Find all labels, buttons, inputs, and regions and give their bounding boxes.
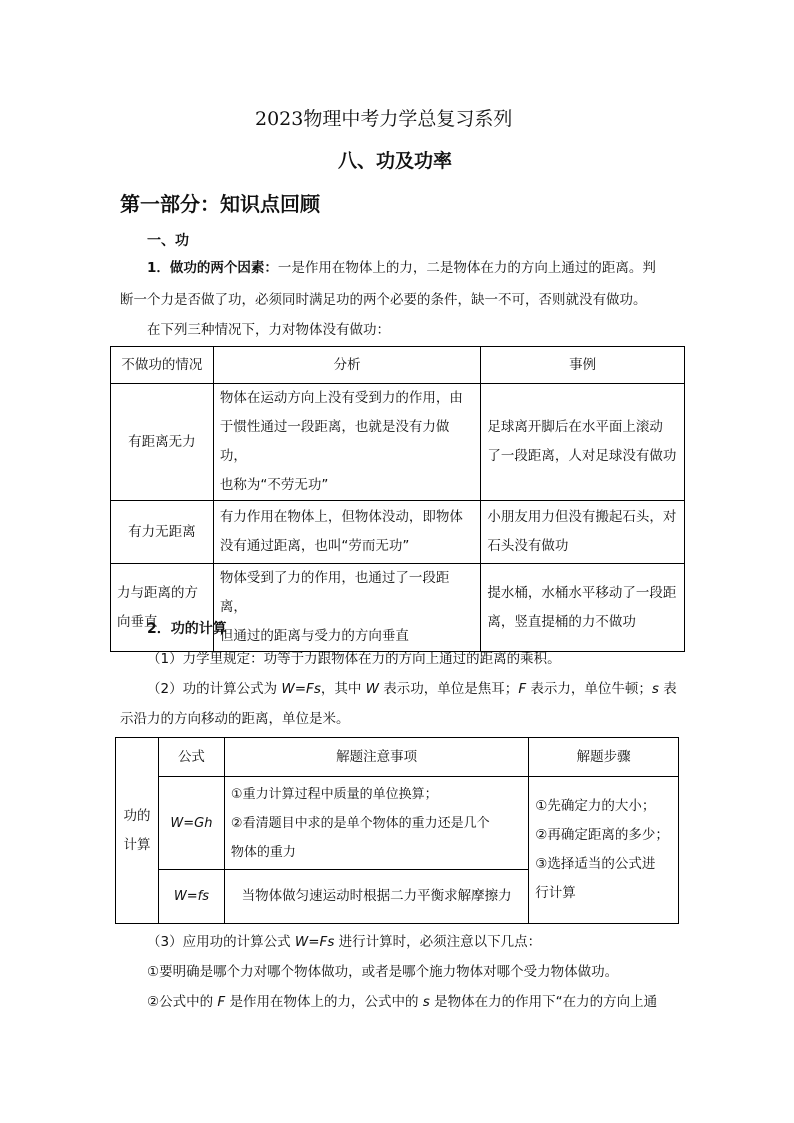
cell-line: 了一段距离，人对足球没有做功 xyxy=(487,448,677,464)
cell-line: 没有通过距离，也叫“劳而无功” xyxy=(219,538,410,554)
table-header-cell: 不做功的情况 xyxy=(111,347,214,384)
cell-line: ①重力计算过程中质量的单位换算； xyxy=(230,786,438,802)
table-header-row xyxy=(116,738,679,777)
symbol-text: W xyxy=(365,681,380,697)
paragraph-definition: （1）力学里规定：功等于力跟物体在力的方向上通过的距离的乘积。 xyxy=(147,651,561,667)
section-heading-work: 一、功 xyxy=(147,233,189,249)
cell-line: 也称为“不劳无功” xyxy=(219,477,329,493)
cell-line: 于惯性通过一段距离，也就是没有力做功， xyxy=(219,419,450,464)
cell-line: ①先确定力的大小； xyxy=(535,798,656,814)
cell-line: 物体在运动方向上没有受到力的作用，由 xyxy=(219,390,463,406)
text-run: ②公式中的 xyxy=(147,994,218,1010)
text-run: ，其中 xyxy=(320,681,366,697)
cell-line: 离，竖直提桶的力不做功 xyxy=(487,613,636,630)
cell-line: 力与距离的方 xyxy=(117,584,198,601)
cell-line: 足球离开脚后在水平面上滚动 xyxy=(487,419,663,435)
text-run: 进行计算时，必须注意以下几点： xyxy=(334,934,542,950)
text-run: 表示功，单位是焦耳； xyxy=(379,681,519,697)
text-run: （2）功的计算公式为 xyxy=(147,681,282,697)
section-heading-calc: 2．功的计算 xyxy=(147,621,227,637)
paragraph-note-2 xyxy=(147,988,657,1017)
table-row xyxy=(111,501,685,564)
formula-cell: W=fs xyxy=(158,870,224,924)
table-cell-case xyxy=(111,564,214,652)
table-cell-example xyxy=(481,384,685,501)
cell-line: 物体受到了力的作用，也通过了一段距离， xyxy=(219,570,450,615)
factors-text: 一是作用在物体上的力，二是物体在力的方向上通过的距离。判 xyxy=(277,260,656,276)
table-row xyxy=(111,564,685,652)
formula-text: W=Fs xyxy=(294,934,335,950)
formula-cell: W=Gh xyxy=(158,777,224,870)
cell-line: 石头没有做功 xyxy=(487,538,569,554)
table-header-cell: 解题注意事项 xyxy=(224,738,528,777)
cell-line: ③选择适当的公式进 xyxy=(535,856,656,872)
table1-intro: 在下列三种情况下，力对物体没有做功： xyxy=(147,322,390,338)
table-header-row xyxy=(111,347,685,384)
notes-cell xyxy=(224,777,528,870)
cell-line: 有力作用在物体上，但物体没动，即物体 xyxy=(219,509,463,525)
cell-line: 但通过的距离与受力的方向垂直 xyxy=(219,628,409,644)
table-rowhead xyxy=(116,738,159,924)
cell-line: 向垂直 xyxy=(117,613,158,630)
table-cell-case: 有力无距离 xyxy=(111,501,214,564)
no-work-table xyxy=(110,346,685,652)
table-row xyxy=(116,777,679,870)
cell-line: 功的 xyxy=(123,807,151,824)
table-header-cell: 公式 xyxy=(158,738,224,777)
cell-line: 小朋友用力但没有搬起石头，对 xyxy=(487,509,677,525)
cell-line: 计算 xyxy=(123,836,151,853)
factors-label: 1．做功的两个因素： xyxy=(147,260,278,276)
paragraph-formula-line1 xyxy=(147,675,677,704)
notes-cell: 当物体做匀速运动时根据二力平衡求解摩擦力 xyxy=(224,870,528,924)
part-heading: 第一部分：知识点回顾 xyxy=(120,192,320,216)
text-run: 表 xyxy=(658,681,677,697)
text-run: 是作用在物体上的力，公式中的 xyxy=(225,994,423,1010)
paragraph-notes-intro xyxy=(147,928,541,957)
text-run: 是物体在力的作用下“在力的方向上通 xyxy=(429,994,658,1010)
symbol-text: F xyxy=(217,994,226,1010)
work-calc-table xyxy=(115,737,679,924)
steps-cell xyxy=(529,777,679,924)
table-row xyxy=(111,384,685,501)
table-cell-analysis xyxy=(213,501,481,564)
formula-text: W=Fs xyxy=(281,681,321,697)
cell-line: 行计算 xyxy=(535,885,576,901)
paragraph-factors-line1 xyxy=(147,254,656,283)
paragraph-factors-line2: 断一个力是否做了功，必须同时满足功的两个必要的条件，缺一不可，否则就没有做功。 xyxy=(120,292,647,308)
document-title: 2023物理中考力学总复习系列 xyxy=(255,108,513,130)
document-subtitle: 八、功及功率 xyxy=(338,150,453,172)
table-cell-example xyxy=(481,501,685,564)
cell-line: 提水桶，水桶水平移动了一段距 xyxy=(487,584,677,601)
table-cell-case: 有距离无力 xyxy=(111,384,214,501)
table-cell-example xyxy=(481,564,685,652)
symbol-text: F xyxy=(518,681,527,697)
paragraph-note-1: ①要明确是哪个力对哪个物体做功，或者是哪个施力物体对哪个受力物体做功。 xyxy=(147,964,619,980)
table-cell-analysis xyxy=(213,564,481,652)
symbol-text: s xyxy=(651,681,659,697)
table-header-cell: 事例 xyxy=(481,347,685,384)
text-run: （3）应用功的计算公式 xyxy=(147,934,295,950)
text-run: 表示力，单位牛顿； xyxy=(526,681,652,697)
paragraph-formula-line2: 示沿力的方向移动的距离，单位是米。 xyxy=(120,711,350,727)
cell-line: ②再确定距离的多少； xyxy=(535,827,669,843)
cell-line: 物体的重力 xyxy=(230,844,296,860)
table-cell-analysis xyxy=(213,384,481,501)
symbol-text: s xyxy=(422,994,430,1010)
table-header-cell: 分析 xyxy=(213,347,481,384)
table-header-cell: 解题步骤 xyxy=(529,738,679,777)
cell-line: ②看清题目中求的是单个物体的重力还是几个 xyxy=(230,815,490,831)
